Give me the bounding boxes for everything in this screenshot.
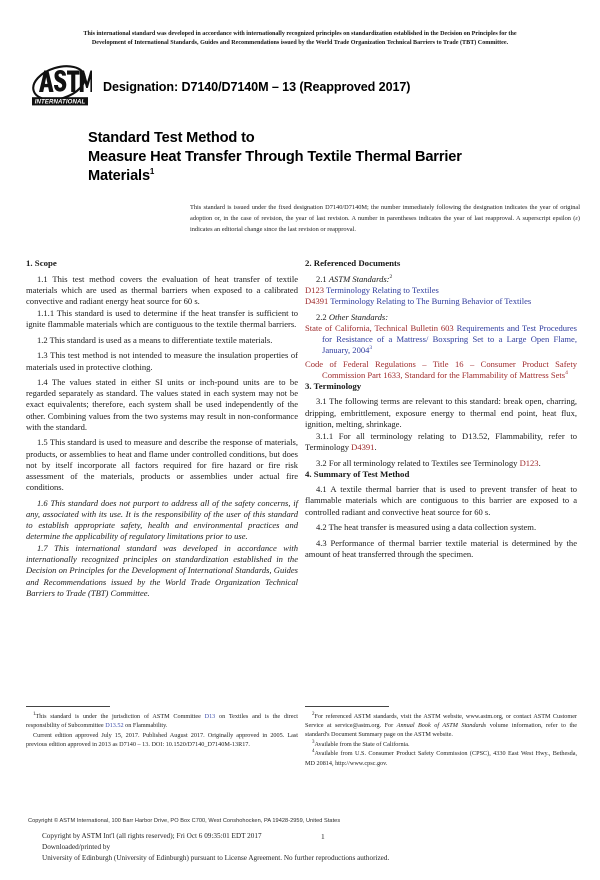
footnote-1 [26,712,298,730]
footnote-current-edition: Current edition approved July 15, 2017. Published August 2017. Originally approved in 2005. Last previous edition approved in 2013 as D7140 – 13. DOI: 10.1520/D7140_D7140M-13R17. [26,731,298,748]
designation-label: Designation: D7140/D7140M – 13 (Reapproved 2017) [103,80,411,95]
designation-row [30,64,600,110]
astm-logo-subtext: INTERNATIONAL [34,98,86,106]
footnote-1-text-c: on Flammability. [123,722,168,730]
para-3-1-1 [305,431,577,453]
para-3-1-1-text-a: 3.1.1 For all terminology relating to D13.52, Flammability, refer to Terminology [305,430,577,452]
para-4-1: 4.1 A textile thermal barrier that is used to prevent transfer of heat to flammable materials which are contiguous to this barrier are exposed to a controlled radiant and convective heat source for 60 s. [305,484,577,517]
tbt-banner-line2: Development of International Standards, Guides and Recommendations issued by the World Trade Organization Technical Barriers to Trade (TBT) Committee. [91,40,509,47]
para-4-2: 4.2 The heat transfer is measured using a data collection system. [316,522,537,533]
license-block [42,831,588,864]
reference-id-d4391[interactable]: D4391 [305,295,329,306]
footnote-divider-right [305,706,389,707]
issue-note-text-b: ) indicates an editorial change since the last revision or reapproval. [190,215,580,233]
subsection-2-2-number: 2.2 [316,311,327,322]
para-1-1: 1.1 This test method covers the evaluation of heat transfer of textile materials which are used as thermal barriers when exposed to a calibrated convective and radiant energy heat source for 60 s. [26,273,298,306]
footnote-3 [305,740,577,749]
footnote-2-marker: 2 [312,711,315,717]
reference-item-d123[interactable] [305,285,577,296]
para-3-1: 3.1 The following terms are relevant to this standard: break open, charring, dripping, embrittlement, exposure energy to thermal end point, heat flux, ignition, melting, shrinkage. [305,396,577,429]
issue-note-epsilon: ε [575,215,578,223]
reference-title-california-tb603[interactable]: Requirements and Test Procedures for Resistance of a Mattress/ Boxspring Set to a Large Open Flame, January, 2004 [322,323,578,356]
footnotes-left [26,706,298,768]
reference-item-cfr-1633[interactable] [305,359,577,381]
subsection-2-1-number: 2.1 [316,273,327,284]
para-3-2-text-b: . [538,457,541,468]
reference-title-cfr-1633[interactable]: Standard for the Flammability of Mattress Sets [404,369,566,380]
para-3-2 [305,458,577,469]
footnote-2-text-b: volume information, refer to the standard's Document Summary page on the ASTM website. [305,722,578,739]
issue-note-text-a: This standard is issued under the fixed designation D7140/D7140M; the number immediately following the designation indicates the year of original adoption or, in the case of revision, the year of last revision. A number in parentheses indicates the year of last reapproval. A superscript epsilon ( [190,204,580,223]
section-heading-scope: 1. Scope [26,258,57,268]
para-4-3: 4.3 Performance of thermal barrier textile material is determined by the amount of heat transferred through the specimen. [305,537,577,559]
copyright-notice: Copyright © ASTM International, 100 Barr Harbor Drive, PO Box C700, West Conshohocken, PA 19428-2959, United States [28,818,341,824]
page-title [88,129,498,186]
column-right [305,258,577,599]
reference-item-california-tb603[interactable] [305,323,577,356]
para-1-6: 1.6 This standard does not purport to address all of the safety concerns, if any, associated with its use. It is the responsibility of the user of this standard to establish appropriate safety, health and environmental practices and determine the applicability of regulatory limitations prior to use. [26,497,298,541]
license-line-3: University of Edinburgh (University of Edinburgh) pursuant to License Agreement. No further reproductions authorized. [42,853,390,862]
link-d123[interactable]: D123 [519,457,539,468]
para-1-1-1: 1.1.1 This standard is used to determine if the heat transfer is sufficient to ignite flammable materials which are contiguous to the textile thermal barriers. [26,307,298,330]
astm-logo-icon [30,64,92,110]
tbt-banner [34,30,566,48]
link-d4391[interactable]: D4391 [351,441,375,452]
license-line-1: Copyright by ASTM Int'l (all rights reserved); Fri Oct 6 09:35:01 EDT 2017 [42,832,262,840]
footnote-3-text: Available from the State of California. [314,740,410,748]
footnote-1-text-a: This standard is under the jurisdiction of ASTM Committee [35,713,205,720]
column-left [26,258,298,599]
title-line-2: Measure Heat Transfer Through Textile Thermal Barrier [88,149,462,166]
footnotes-right [305,706,577,768]
body-columns [0,258,600,599]
footnote-4-marker: 4 [312,749,315,755]
tbt-banner-line1: This international standard was developed in accordance with internationally recognized principles on standardization established in the Decision on Principles for the [83,31,517,37]
footnote-1-marker: 1 [33,711,36,717]
subsection-2-2-label: Other Standards: [328,311,389,322]
page-number: 1 [321,832,325,841]
reference-id-d123[interactable]: D123 [305,284,324,295]
para-1-5: 1.5 This standard is used to measure and describe the response of materials, products, or assemblies to heat and flame under controlled conditions, but does not by itself incorporate all factors required for fire hazard or fire risk assessment of the materials, products or assemblies under actual fire conditions. [26,437,298,492]
subsection-2-2 [305,312,577,323]
link-d13[interactable]: D13 [204,713,216,720]
footnote-divider-left [26,706,110,707]
section-heading-referenced-documents: 2. Referenced Documents [305,258,401,268]
footnote-4-text: Available from U.S. Consumer Product Safety Commission (CPSC), 4330 East West Hwy., Bethesda, MD 20814, http://www.cpsc.gov. [305,750,577,767]
para-1-4: 1.4 The values stated in either SI units or inch-pound units are to be regarded separately as standard. The values stated in each system may not be exact equivalents; therefore, each system shall be used independently of the other. Combining values from the two systems may result in non-conformance with the standard. [26,377,298,432]
reference-title-d123[interactable]: Terminology Relating to Textiles [325,284,439,295]
reference-id-california-tb603[interactable]: State of California, Technical Bulletin 603 [305,323,454,334]
reference-id-cfr-1633[interactable]: Code of Federal Regulations – Title 16 – Consumer Product Safety Commission Part 1633, [305,358,577,380]
title-line-1: Standard Test Method to [88,130,255,147]
footnote-4 [305,749,577,767]
para-1-3: 1.3 This test method is not intended to measure the insulation properties of materials used in protective clothing. [26,350,298,372]
link-d13-52[interactable]: D13.52 [105,722,124,730]
footer-block [28,818,588,864]
footnotes-area [0,706,600,768]
subsection-2-1-footnote: 2 [389,273,393,280]
title-footnote-marker: 1 [149,167,155,177]
reference-item-d4391[interactable] [305,296,577,307]
para-3-1-1-text-b: . [374,441,377,452]
subsection-2-1-label: ASTM Standards: [328,273,390,284]
para-3-2-text-a: 3.2 For all terminology related to Textiles see Terminology [316,457,520,468]
title-block [88,129,498,186]
footnote-2-italic: Annual Book of ASTM Standards [396,722,487,730]
reference-footnote-cfr-1633: 4 [565,369,568,376]
title-line-3 [88,167,498,186]
reference-title-d4391[interactable]: Terminology Relating to The Burning Behavior of Textiles [330,295,532,306]
section-heading-terminology: 3. Terminology [305,380,362,391]
document-page [0,30,600,880]
para-1-2: 1.2 This standard is used as a means to differentiate textile materials. [37,334,273,345]
title-line-3-text: Materials [88,168,150,185]
section-heading-summary: 4. Summary of Test Method [305,468,410,479]
para-1-7: 1.7 This international standard was developed in accordance with internationally recognized principles on standardization established in the Decision on Principles for the Development of International Standards, Guides and Recommendations issued by the World Trade Organization Technical Barriers to Trade (TBT) Committee. [26,543,298,598]
footnote-3-marker: 3 [312,739,315,745]
footnote-2 [305,712,577,739]
subsection-2-1 [305,274,577,285]
footnote-2-text-a: For referenced ASTM standards, visit the ASTM website, www.astm.org, or contact ASTM Customer Service at service@astm.org. For [305,713,577,730]
license-line-2: Downloaded/printed by [42,842,111,851]
reference-footnote-california-tb603: 3 [369,345,373,352]
footnote-1-text-b: on Textiles and is the direct responsibility of Subcommittee [26,713,299,730]
issue-note [190,203,580,236]
